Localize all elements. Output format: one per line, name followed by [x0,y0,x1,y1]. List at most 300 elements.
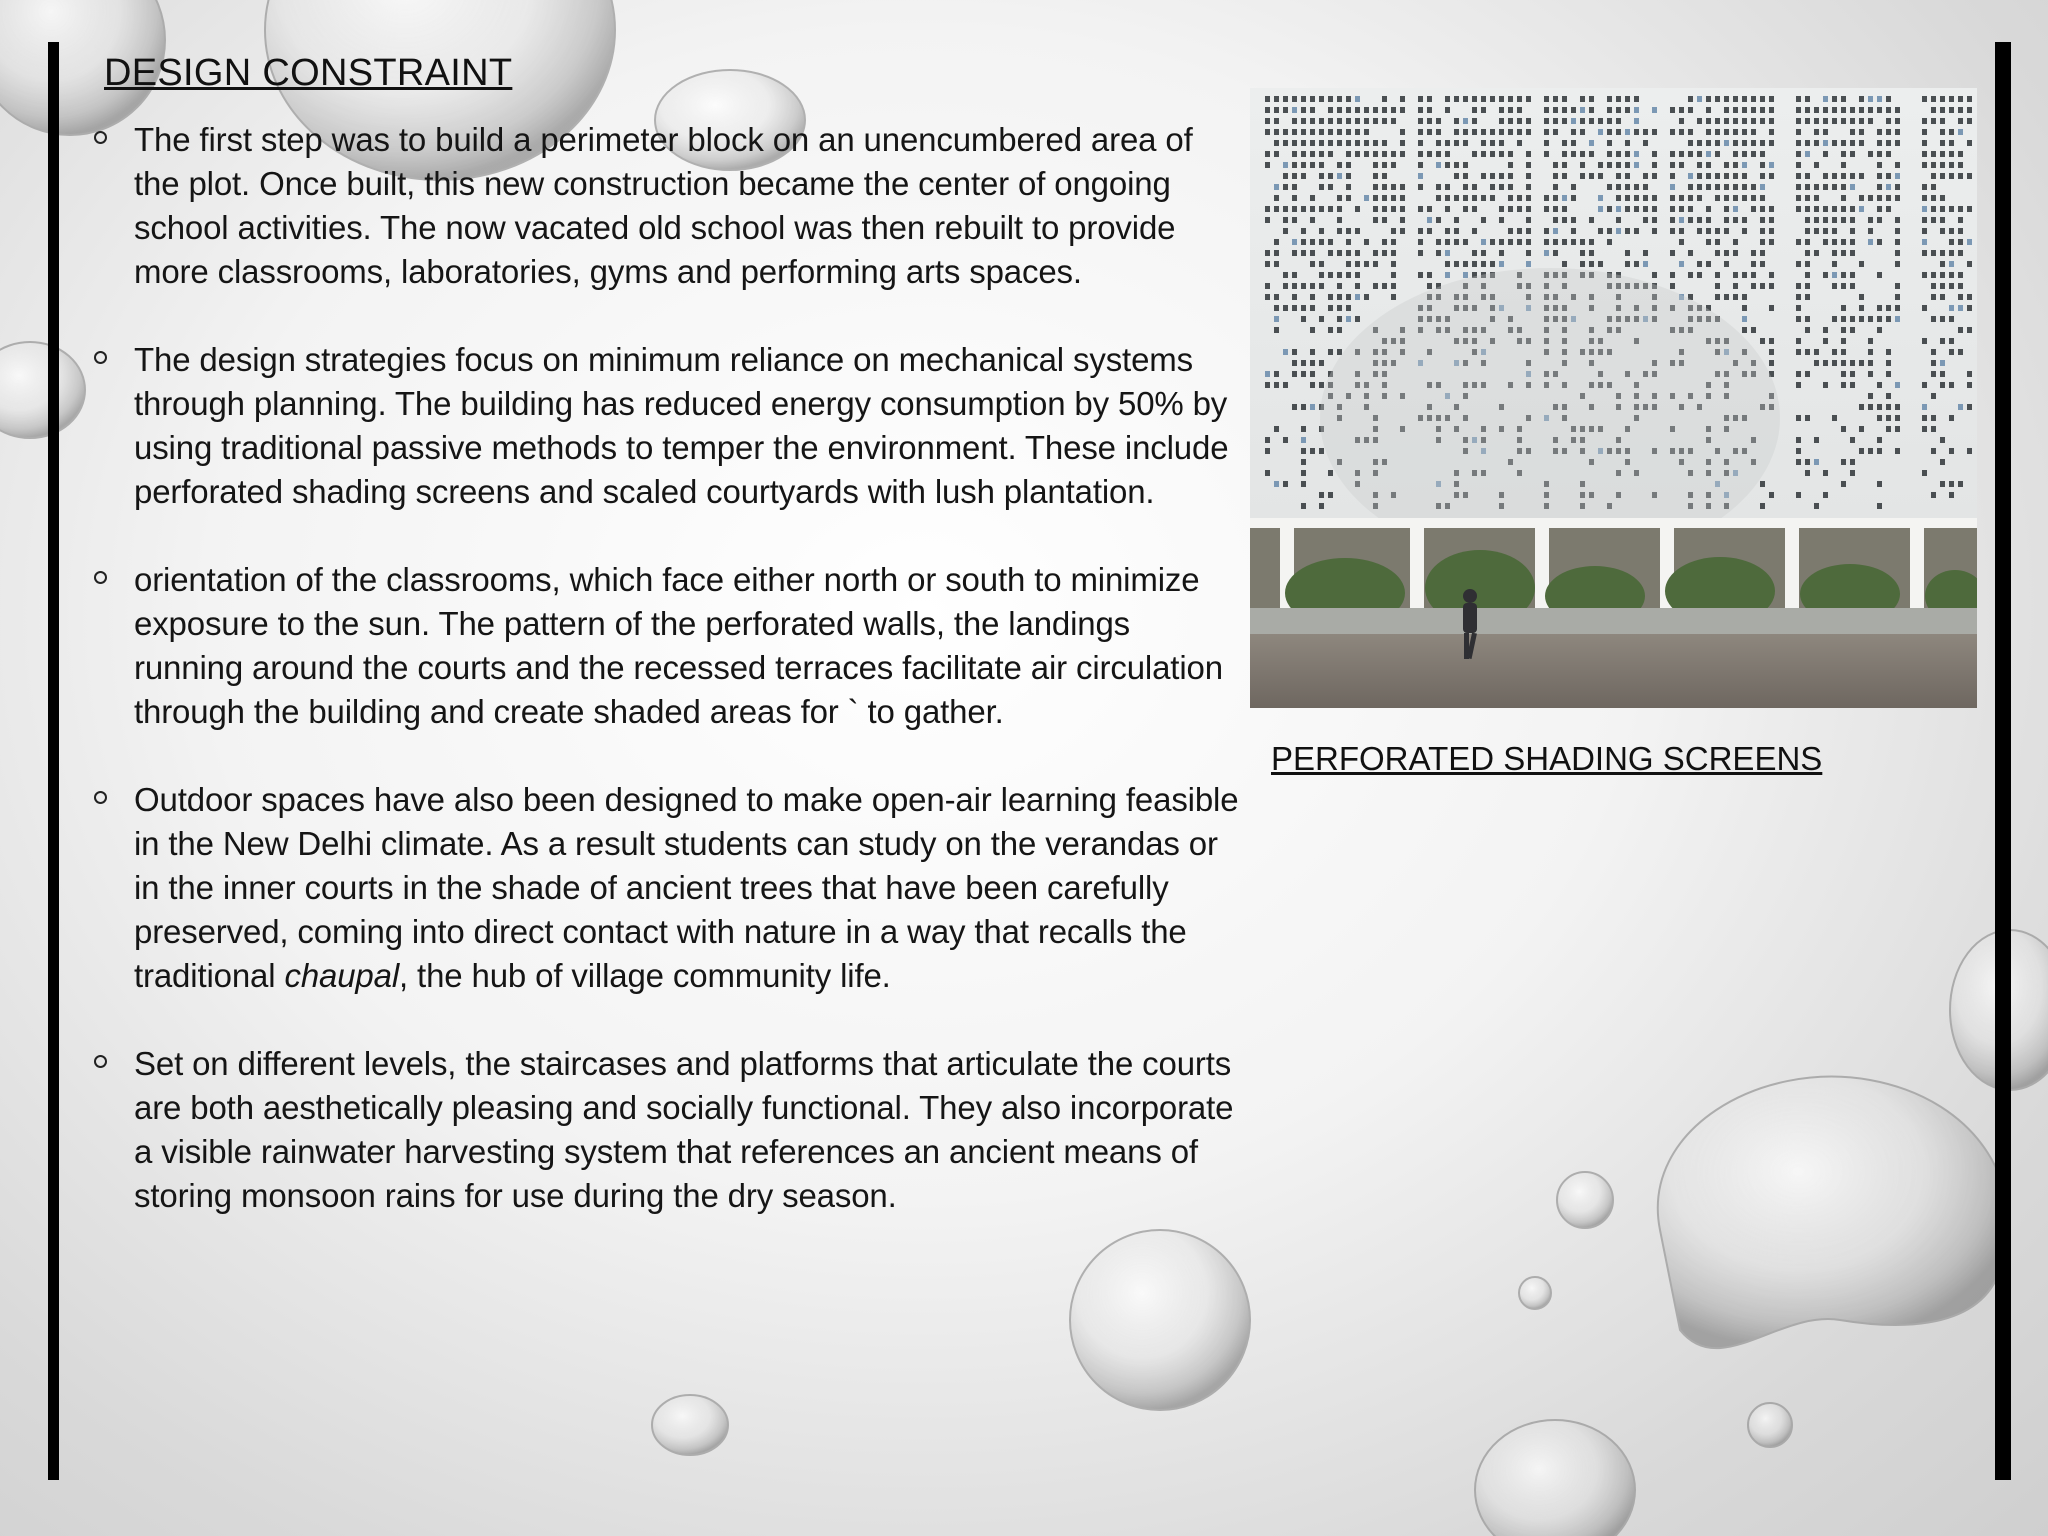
perforation-hole [1634,228,1639,234]
perforation-hole [1454,162,1459,168]
perforation-hole [1931,283,1936,289]
perforation-hole [1886,415,1891,421]
perforation-hole [1607,206,1612,212]
perforation-hole [1463,184,1468,190]
perforation-hole [1337,228,1342,234]
perforation-hole [1310,305,1315,311]
perforation-hole [1895,448,1900,454]
perforation-hole [1346,107,1351,113]
perforation-hole [1931,96,1936,102]
perforation-hole [1742,327,1747,333]
perforation-hole [1832,261,1837,267]
perforation-hole [1517,96,1522,102]
perforation-hole [1769,305,1774,311]
perforation-hole [1949,492,1954,498]
perforation-hole [1859,96,1864,102]
perforation-hole [1958,404,1963,410]
perforation-hole [1850,272,1855,278]
perforation-hole [1292,140,1297,146]
perforation-hole [1274,239,1279,245]
perforation-hole [1418,228,1423,234]
perforation-hole [1850,470,1855,476]
perforation-hole [1589,239,1594,245]
perforation-hole [1337,272,1342,278]
perforation-hole [1355,261,1360,267]
perforation-hole [1832,250,1837,256]
perforation-hole [1931,173,1936,179]
perforation-hole [1841,217,1846,223]
perforation-hole [1805,272,1810,278]
perforation-hole [1634,96,1639,102]
bullet-text-part: , the hub of village community life. [399,957,891,994]
perforation-hole [1283,217,1288,223]
perforation-hole [1814,459,1819,465]
perforation-hole [1463,162,1468,168]
perforation-hole [1643,129,1648,135]
perforation-hole [1796,140,1801,146]
perforation-hole [1733,250,1738,256]
perforation-hole [1589,151,1594,157]
perforation-hole [1301,503,1306,509]
bullet-circle-icon [94,571,107,584]
perforation-hole [1400,217,1405,223]
perforation-hole [1490,195,1495,201]
perforation-hole [1697,173,1702,179]
perforation-hole [1895,140,1900,146]
perforation-hole [1301,360,1306,366]
perforation-hole [1346,162,1351,168]
perforation-hole [1481,107,1486,113]
perforation-hole [1940,96,1945,102]
perforation-hole [1742,118,1747,124]
perforation-hole [1877,140,1882,146]
perforation-hole [1328,272,1333,278]
perforation-hole [1544,250,1549,256]
perforation-hole [1274,206,1279,212]
perforation-hole [1454,96,1459,102]
perforation-hole [1472,96,1477,102]
perforation-hole [1508,129,1513,135]
perforation-hole [1418,250,1423,256]
perforation-hole [1283,481,1288,487]
perforation-hole [1319,140,1324,146]
perforation-hole [1301,371,1306,377]
perforation-hole [1310,195,1315,201]
perforation-hole [1886,360,1891,366]
perforation-hole [1751,327,1756,333]
perforation-hole [1427,217,1432,223]
perforation-hole [1814,129,1819,135]
bullet-text-part: Outdoor spaces have also been designed to make open-air learning feasible in the New Delhi climate. As a result students can study on the verandas or in the inner courts in the shade of ancient trees that have been carefully preserved, coming into direct contact with nature in a way that recalls the traditional [134,781,1239,994]
perforation-hole [1310,239,1315,245]
perforation-hole [1958,129,1963,135]
perforation-hole [1751,129,1756,135]
perforation-hole [1805,250,1810,256]
perforation-hole [1760,151,1765,157]
perforation-hole [1544,239,1549,245]
perforation-hole [1841,459,1846,465]
perforation-hole [1715,173,1720,179]
perforation-hole [1607,140,1612,146]
perforation-hole [1562,107,1567,113]
perforation-hole [1733,173,1738,179]
perforation-hole [1940,173,1945,179]
perforation-hole [1355,316,1360,322]
perforation-hole [1463,206,1468,212]
perforation-hole [1958,272,1963,278]
perforation-hole [1760,140,1765,146]
perforation-hole [1292,371,1297,377]
perforation-hole [1319,162,1324,168]
perforation-hole [1301,96,1306,102]
perforation-hole [1841,371,1846,377]
perforation-hole [1265,151,1270,157]
perforation-hole [1805,239,1810,245]
perforation-hole [1598,118,1603,124]
perforation-hole [1751,140,1756,146]
perforation-hole [1427,107,1432,113]
perforation-hole [1337,294,1342,300]
perforation-hole [1508,184,1513,190]
perforation-hole [1760,118,1765,124]
perforation-hole [1598,173,1603,179]
perforation-hole [1679,217,1684,223]
perforation-hole [1886,305,1891,311]
perforation-hole [1796,371,1801,377]
perforation-hole [1625,96,1630,102]
perforation-hole [1301,481,1306,487]
perforation-hole [1823,96,1828,102]
perforation-hole [1346,195,1351,201]
perforation-hole [1319,206,1324,212]
perforation-hole [1310,327,1315,333]
perforation-hole [1931,118,1936,124]
perforation-hole [1859,448,1864,454]
perforation-hole [1274,195,1279,201]
perforation-hole [1337,195,1342,201]
perforation-hole [1832,228,1837,234]
perforation-hole [1328,470,1333,476]
perforation-hole [1283,272,1288,278]
perforation-hole [1472,250,1477,256]
perforation-hole [1922,162,1927,168]
perforation-hole [1697,151,1702,157]
perforation-hole [1265,470,1270,476]
perforation-hole [1274,481,1279,487]
perforation-hole [1517,118,1522,124]
perforation-hole [1868,118,1873,124]
perforation-hole [1580,151,1585,157]
perforation-hole [1274,129,1279,135]
perforation-hole [1931,272,1936,278]
perforation-hole [1769,129,1774,135]
perforation-hole [1319,316,1324,322]
perforation-hole [1967,118,1972,124]
perforation-hole [1283,140,1288,146]
perforation-hole [1760,239,1765,245]
perforation-hole [1967,371,1972,377]
perforation-hole [1274,426,1279,432]
perforation-hole [1544,228,1549,234]
perforation-hole [1706,239,1711,245]
perforation-hole [1832,415,1837,421]
perforation-hole [1292,206,1297,212]
perforation-hole [1436,239,1441,245]
perforation-hole [1643,217,1648,223]
perforation-hole [1499,206,1504,212]
perforation-hole [1922,206,1927,212]
perforation-hole [1571,118,1576,124]
perforation-hole [1337,305,1342,311]
perforation-hole [1724,162,1729,168]
perforation-hole [1949,305,1954,311]
perforation-hole [1814,162,1819,168]
perforation-hole [1715,239,1720,245]
perforation-hole [1292,184,1297,190]
perforation-hole [1454,140,1459,146]
perforation-hole [1751,184,1756,190]
perforation-hole [1670,250,1675,256]
perforation-hole [1337,316,1342,322]
perforation-hole [1715,129,1720,135]
perforation-hole [1805,283,1810,289]
perforation-hole [1643,173,1648,179]
perforation-hole [1463,173,1468,179]
perforation-hole [1571,151,1576,157]
perforation-hole [1895,404,1900,410]
perforation-hole [1382,283,1387,289]
perforation-hole [1895,316,1900,322]
perforation-hole [1562,162,1567,168]
perforation-hole [1886,404,1891,410]
perforation-hole [1841,327,1846,333]
perforation-hole [1922,250,1927,256]
perforation-hole [1274,151,1279,157]
perforation-hole [1454,228,1459,234]
perforation-hole [1346,272,1351,278]
perforation-hole [1616,195,1621,201]
perforation-hole [1931,393,1936,399]
perforation-hole [1463,96,1468,102]
perforation-hole [1625,107,1630,113]
perforation-hole [1391,250,1396,256]
perforation-hole [1265,283,1270,289]
perforation-hole [1454,217,1459,223]
perforation-hole [1310,140,1315,146]
perforation-hole [1463,239,1468,245]
perforation-hole [1877,448,1882,454]
perforation-hole [1301,305,1306,311]
perforation-hole [1526,96,1531,102]
perforation-hole [1706,261,1711,267]
perforation-hole [1283,107,1288,113]
perforation-hole [1499,261,1504,267]
perforation-hole [1751,261,1756,267]
perforation-hole [1508,228,1513,234]
perforation-hole [1616,217,1621,223]
perforation-hole [1823,140,1828,146]
perforation-hole [1301,162,1306,168]
perforation-hole [1895,129,1900,135]
perforation-hole [1652,129,1657,135]
perforation-hole [1391,239,1396,245]
perforation-hole [1382,173,1387,179]
perforation-hole [1526,162,1531,168]
perforation-hole [1499,184,1504,190]
perforation-hole [1760,173,1765,179]
perforation-hole [1796,107,1801,113]
bullet-item [92,778,1242,998]
perforation-hole [1706,228,1711,234]
perforation-hole [1364,140,1369,146]
perforation-hole [1823,338,1828,344]
perforation-hole [1895,195,1900,201]
perforation-hole [1301,459,1306,465]
perforation-hole [1715,283,1720,289]
perforation-hole [1643,261,1648,267]
perforation-hole [1382,217,1387,223]
perforation-hole [1337,217,1342,223]
perforation-hole [1553,96,1558,102]
perforation-hole [1715,250,1720,256]
perforation-hole [1967,107,1972,113]
perforation-hole [1310,371,1315,377]
perforation-hole [1400,107,1405,113]
perforation-hole [1679,162,1684,168]
perforation-hole [1814,349,1819,355]
perforation-hole [1418,96,1423,102]
perforation-hole [1508,96,1513,102]
perforation-hole [1967,206,1972,212]
perforation-hole [1832,283,1837,289]
perforation-hole [1301,239,1306,245]
perforation-hole [1274,184,1279,190]
perforation-hole [1472,261,1477,267]
perforation-hole [1922,140,1927,146]
perforation-hole [1580,118,1585,124]
perforation-hole [1337,118,1342,124]
perforation-hole [1760,195,1765,201]
perforation-hole [1796,151,1801,157]
perforation-hole [1796,206,1801,212]
perforation-hole [1319,382,1324,388]
perforation-hole [1823,470,1828,476]
perforation-hole [1733,184,1738,190]
perforation-hole [1490,261,1495,267]
perforation-hole [1886,206,1891,212]
perforation-hole [1823,184,1828,190]
perforation-hole [1265,250,1270,256]
perforation-hole [1472,184,1477,190]
perforation-hole [1751,206,1756,212]
perforation-hole [1742,305,1747,311]
perforation-hole [1886,371,1891,377]
perforation-hole [1706,151,1711,157]
perforation-hole [1292,151,1297,157]
perforation-hole [1688,96,1693,102]
perforation-hole [1931,360,1936,366]
perforation-hole [1832,206,1837,212]
perforation-hole [1724,129,1729,135]
perforation-hole [1274,107,1279,113]
perforation-hole [1346,305,1351,311]
perforation-hole [1823,360,1828,366]
perforation-hole [1589,96,1594,102]
perforation-hole [1481,195,1486,201]
perforation-hole [1697,195,1702,201]
perforation-hole [1319,118,1324,124]
perforation-hole [1706,173,1711,179]
perforation-hole [1877,217,1882,223]
perforation-hole [1724,294,1729,300]
perforation-hole [1373,151,1378,157]
perforation-hole [1832,272,1837,278]
perforation-hole [1796,184,1801,190]
perforation-hole [1463,195,1468,201]
perforation-hole [1715,184,1720,190]
perforation-hole [1940,294,1945,300]
perforation-hole [1562,173,1567,179]
perforation-hole [1490,140,1495,146]
perforation-hole [1958,151,1963,157]
perforation-hole [1805,173,1810,179]
perforation-hole [1805,459,1810,465]
perforation-hole [1814,217,1819,223]
perforation-hole [1427,118,1432,124]
perforation-hole [1328,239,1333,245]
perforation-hole [1616,96,1621,102]
perforation-hole [1544,151,1549,157]
perforation-hole [1526,206,1531,212]
perforation-hole [1607,162,1612,168]
perforation-hole [1427,129,1432,135]
perforation-hole [1400,195,1405,201]
perforation-hole [1751,250,1756,256]
perforation-hole [1931,206,1936,212]
perforation-hole [1445,272,1450,278]
perforation-hole [1886,107,1891,113]
perforation-hole [1427,96,1432,102]
perforation-hole [1859,173,1864,179]
bullet-text: The first step was to build a perimeter block on an unencumbered area of the plot. Once built, this new construction became the center of ongoing school activities. The now vacated old school was then rebuilt to provide more classrooms, laboratories, gyms and performing arts spaces. [134,121,1193,290]
perforation-hole [1805,96,1810,102]
perforation-hole [1454,239,1459,245]
perforation-hole [1868,404,1873,410]
perforation-hole [1877,437,1882,443]
perforation-hole [1733,206,1738,212]
perforation-hole [1796,316,1801,322]
perforation-hole [1355,206,1360,212]
perforation-hole [1328,140,1333,146]
perforation-hole [1364,294,1369,300]
perforation-hole [1436,250,1441,256]
perforation-hole [1652,151,1657,157]
perforation-hole [1418,206,1423,212]
perforation-hole [1814,184,1819,190]
perforation-hole [1931,316,1936,322]
perforation-hole [1931,294,1936,300]
perforation-hole [1751,107,1756,113]
perforation-hole [1841,96,1846,102]
perforation-hole [1724,173,1729,179]
perforation-hole [1265,371,1270,377]
perforation-hole [1562,239,1567,245]
perforation-hole [1301,437,1306,443]
perforation-hole [1337,107,1342,113]
perforation-hole [1877,96,1882,102]
perforation-hole [1724,228,1729,234]
perforation-hole [1328,129,1333,135]
